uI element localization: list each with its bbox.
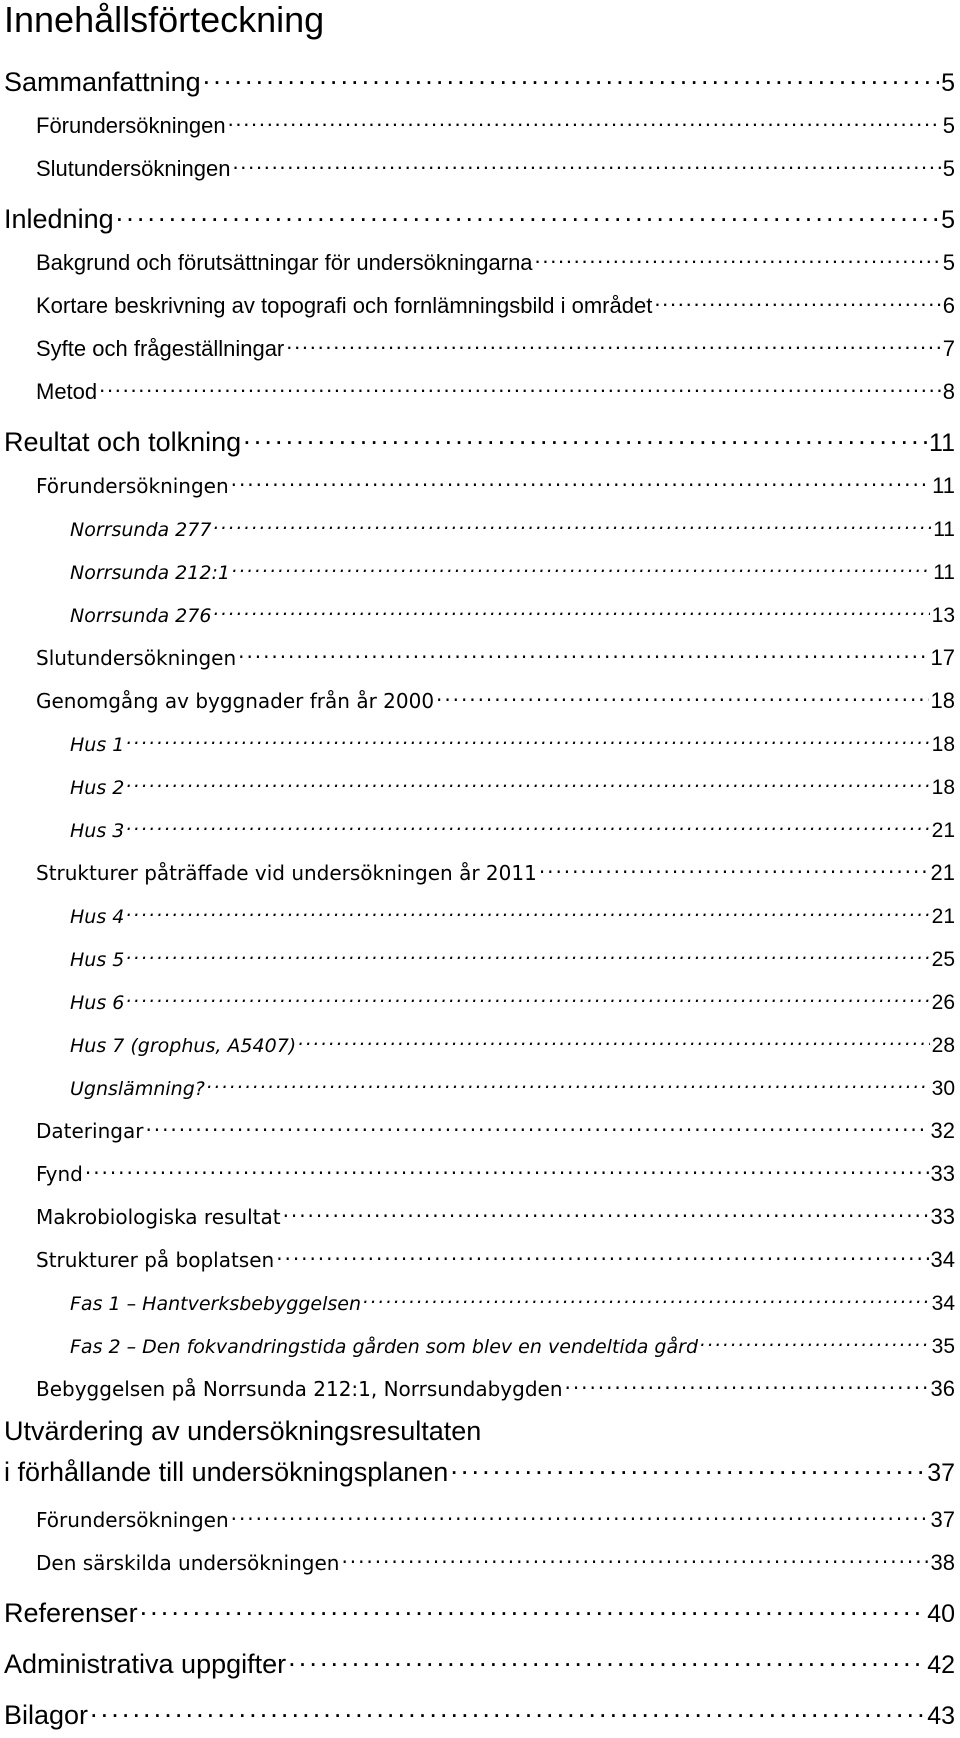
dot-leader: [126, 904, 929, 923]
toc-entry-label: Genomgång av byggnader från år 2000: [36, 689, 435, 713]
toc-entry[interactable]: [0, 594, 960, 637]
dot-leader: [238, 645, 928, 665]
dot-leader: [243, 424, 927, 451]
toc-entry[interactable]: [0, 895, 960, 938]
dot-leader: [450, 1454, 925, 1481]
dot-leader: [288, 1646, 925, 1673]
toc-entry[interactable]: [0, 148, 960, 191]
dot-leader: [145, 1118, 928, 1138]
toc-entry-page-number: 26: [931, 991, 955, 1014]
toc-entry[interactable]: [0, 766, 960, 809]
toc-entry-label: Norrsunda 212:1: [70, 562, 230, 584]
toc-entry[interactable]: [0, 1110, 960, 1153]
toc-entry[interactable]: [0, 809, 960, 852]
toc-entry-page-number: 18: [931, 733, 955, 756]
dot-leader: [565, 1376, 929, 1396]
toc-entry[interactable]: [0, 1067, 960, 1110]
toc-entry-label: Bebyggelsen på Norrsunda 212:1, Norrsundabygden: [36, 1377, 563, 1401]
dot-leader: [231, 1507, 929, 1527]
dot-leader: [126, 947, 929, 966]
toc-entry-page-number: 21: [931, 819, 955, 842]
dot-leader: [436, 688, 928, 708]
toc-entry-label: Bakgrund och förutsättningar för undersökningarna: [36, 250, 533, 275]
toc-entry[interactable]: [0, 637, 960, 680]
toc-entry-page-number: 37: [930, 1507, 955, 1532]
dot-leader: [213, 517, 931, 536]
dot-leader: [363, 1291, 930, 1310]
toc-entry[interactable]: [0, 465, 960, 508]
toc-entry-label: Hus 5: [70, 949, 125, 971]
toc-entry-label: Fynd: [36, 1162, 83, 1186]
toc-entry-page-number: 21: [930, 860, 955, 885]
toc-entry[interactable]: [0, 1585, 960, 1636]
toc-entry[interactable]: [0, 105, 960, 148]
dot-leader: [203, 64, 939, 91]
toc-entry-page-number: 30: [931, 1077, 955, 1100]
toc-entry-page-number: 38: [930, 1550, 955, 1575]
toc-entry-page-number: 5: [942, 156, 955, 181]
toc-entry-label: Dateringar: [36, 1119, 144, 1143]
toc-entry-page-number: 5: [941, 206, 955, 234]
toc-entry[interactable]: [0, 1368, 960, 1411]
toc-entry[interactable]: [0, 1411, 960, 1499]
toc-entry-page-number: 33: [930, 1204, 955, 1229]
dot-leader: [90, 1697, 925, 1724]
toc-entry-page-number: 7: [942, 336, 955, 361]
toc-entry[interactable]: [0, 54, 960, 105]
toc-entry[interactable]: [0, 285, 960, 328]
toc-entry-label: Slutundersökningen: [36, 646, 237, 670]
toc-entry-label: Administrativa uppgifter: [4, 1649, 287, 1679]
toc-entry-label: Hus 4: [70, 906, 125, 928]
dot-leader: [232, 154, 940, 176]
toc-entry-page-number: 33: [930, 1161, 955, 1186]
dot-leader: [700, 1334, 930, 1353]
toc-entry-page-number: 13: [931, 604, 955, 627]
dot-leader: [341, 1550, 928, 1570]
toc-entry-page-number: 18: [930, 688, 955, 713]
toc-entry-page-number: 37: [927, 1459, 955, 1487]
dot-leader: [116, 201, 939, 228]
toc-entry[interactable]: [0, 1542, 960, 1585]
toc-entry-label: Syfte och frågeställningar: [36, 336, 285, 361]
toc-entry[interactable]: [0, 981, 960, 1024]
toc-entry-label: Hus 1: [70, 734, 125, 756]
toc-entry-label: Hus 3: [70, 820, 125, 842]
dot-leader: [276, 1247, 928, 1267]
toc-entry-page-number: 18: [931, 776, 955, 799]
toc-list: [0, 54, 960, 1738]
toc-entry[interactable]: [0, 1024, 960, 1067]
toc-entry-page-number: 11: [933, 518, 955, 541]
toc-entry[interactable]: [0, 414, 960, 465]
toc-entry[interactable]: [0, 680, 960, 723]
toc-entry-label: Sammanfattning: [4, 67, 201, 97]
toc-entry[interactable]: [0, 1636, 960, 1687]
toc-entry[interactable]: [0, 1687, 960, 1738]
toc-entry[interactable]: [0, 1499, 960, 1542]
dot-leader: [654, 291, 940, 313]
toc-entry-page-number: 11: [929, 429, 955, 457]
toc-entry-label: Förundersökningen: [36, 474, 229, 498]
toc-entry-page-number: 32: [930, 1118, 955, 1143]
dot-leader: [286, 334, 940, 356]
toc-entry-page-number: 43: [927, 1702, 955, 1730]
dot-leader: [228, 111, 941, 133]
dot-leader: [232, 560, 931, 579]
dot-leader: [126, 818, 929, 837]
toc-entry[interactable]: [0, 328, 960, 371]
toc-entry-page-number: 5: [942, 113, 955, 138]
toc-entry[interactable]: [0, 551, 960, 594]
toc-entry-page-number: 17: [930, 645, 955, 670]
toc-entry-page-number: 6: [942, 293, 955, 318]
toc-entry-page-number: 8: [942, 379, 955, 404]
dot-leader: [99, 377, 941, 399]
toc-entry-label: Bilagor: [4, 1700, 89, 1730]
toc-entry-page-number: 36: [930, 1376, 955, 1401]
toc-entry[interactable]: [0, 1282, 960, 1325]
toc-entry-label: Slutundersökningen: [36, 156, 231, 181]
toc-entry-page-number: 5: [941, 69, 955, 97]
toc-entry-label: Norrsunda 277: [70, 519, 212, 541]
toc-entry-label: Metod: [36, 379, 98, 404]
toc-entry-label: Fas 1 – Hantverksbebyggelsen: [70, 1293, 362, 1315]
toc-entry[interactable]: [0, 371, 960, 414]
toc-entry[interactable]: [0, 1325, 960, 1368]
toc-entry-label: Fas 2 – Den fokvandringstida gården som blev en vendeltida gård: [70, 1336, 699, 1358]
toc-entry-label: Hus 2: [70, 777, 125, 799]
dot-leader: [298, 1033, 929, 1052]
toc-entry-label: Makrobiologiska resultat: [36, 1205, 281, 1229]
toc-entry-label: Hus 6: [70, 992, 125, 1014]
toc-entry-label: Strukturer påträffade vid undersökningen år 2011: [36, 861, 537, 885]
toc-entry-label-line1: Utvärdering av undersökningsresultaten: [4, 1416, 482, 1446]
toc-entry-page-number: 21: [931, 905, 955, 928]
toc-entry[interactable]: [0, 723, 960, 766]
toc-entry-page-number: 11: [933, 561, 955, 584]
dot-leader: [85, 1161, 929, 1181]
toc-entry-label: i förhållande till undersökningsplanen: [4, 1457, 449, 1487]
toc-entry-page-number: 35: [931, 1335, 955, 1358]
toc-entry[interactable]: [0, 938, 960, 981]
dot-leader: [535, 248, 941, 270]
toc-entry[interactable]: [0, 508, 960, 551]
dot-leader: [231, 473, 931, 493]
toc-entry-page-number: 25: [931, 948, 955, 971]
toc-entry-label: Förundersökningen: [36, 113, 226, 138]
toc-entry-page-number: 28: [931, 1034, 955, 1057]
toc-entry-page-number: 11: [932, 473, 955, 498]
toc-entry-label: Hus 7 (grophus, A5407): [70, 1035, 297, 1057]
dot-leader: [283, 1204, 929, 1224]
toc-entry-page-number: 34: [930, 1247, 955, 1272]
toc-entry[interactable]: [0, 852, 960, 895]
toc-entry-page-number: 40: [927, 1600, 955, 1628]
page-title: Innehållsförteckning: [4, 0, 325, 40]
toc-entry-label: Strukturer på boplatsen: [36, 1248, 275, 1272]
toc-entry[interactable]: [0, 1239, 960, 1282]
toc-entry-label: Inledning: [4, 204, 114, 234]
toc-entry[interactable]: [0, 242, 960, 285]
dot-leader: [539, 860, 929, 880]
toc-entry-label: Referenser: [4, 1598, 138, 1628]
toc-entry-page-number: 42: [927, 1651, 955, 1679]
toc-entry-label: Reultat och tolkning: [4, 427, 242, 457]
dot-leader: [207, 1076, 930, 1095]
toc-entry[interactable]: [0, 191, 960, 242]
toc-entry-label: Ugnslämning?: [70, 1078, 205, 1100]
toc-entry-label: Norrsunda 276: [70, 605, 212, 627]
toc-entry-label: Kortare beskrivning av topografi och fornlämningsbild i området: [36, 293, 653, 318]
dot-leader: [126, 990, 929, 1009]
toc-entry[interactable]: [0, 1153, 960, 1196]
toc-entry-label: Den särskilda undersökningen: [36, 1551, 340, 1575]
toc-entry-page-number: 34: [931, 1292, 955, 1315]
toc-entry-page-number: 5: [942, 250, 955, 275]
dot-leader: [140, 1595, 926, 1622]
toc-entry-label: Förundersökningen: [36, 1508, 229, 1532]
dot-leader: [126, 732, 929, 751]
dot-leader: [213, 603, 929, 622]
dot-leader: [126, 775, 929, 794]
toc-entry[interactable]: [0, 1196, 960, 1239]
